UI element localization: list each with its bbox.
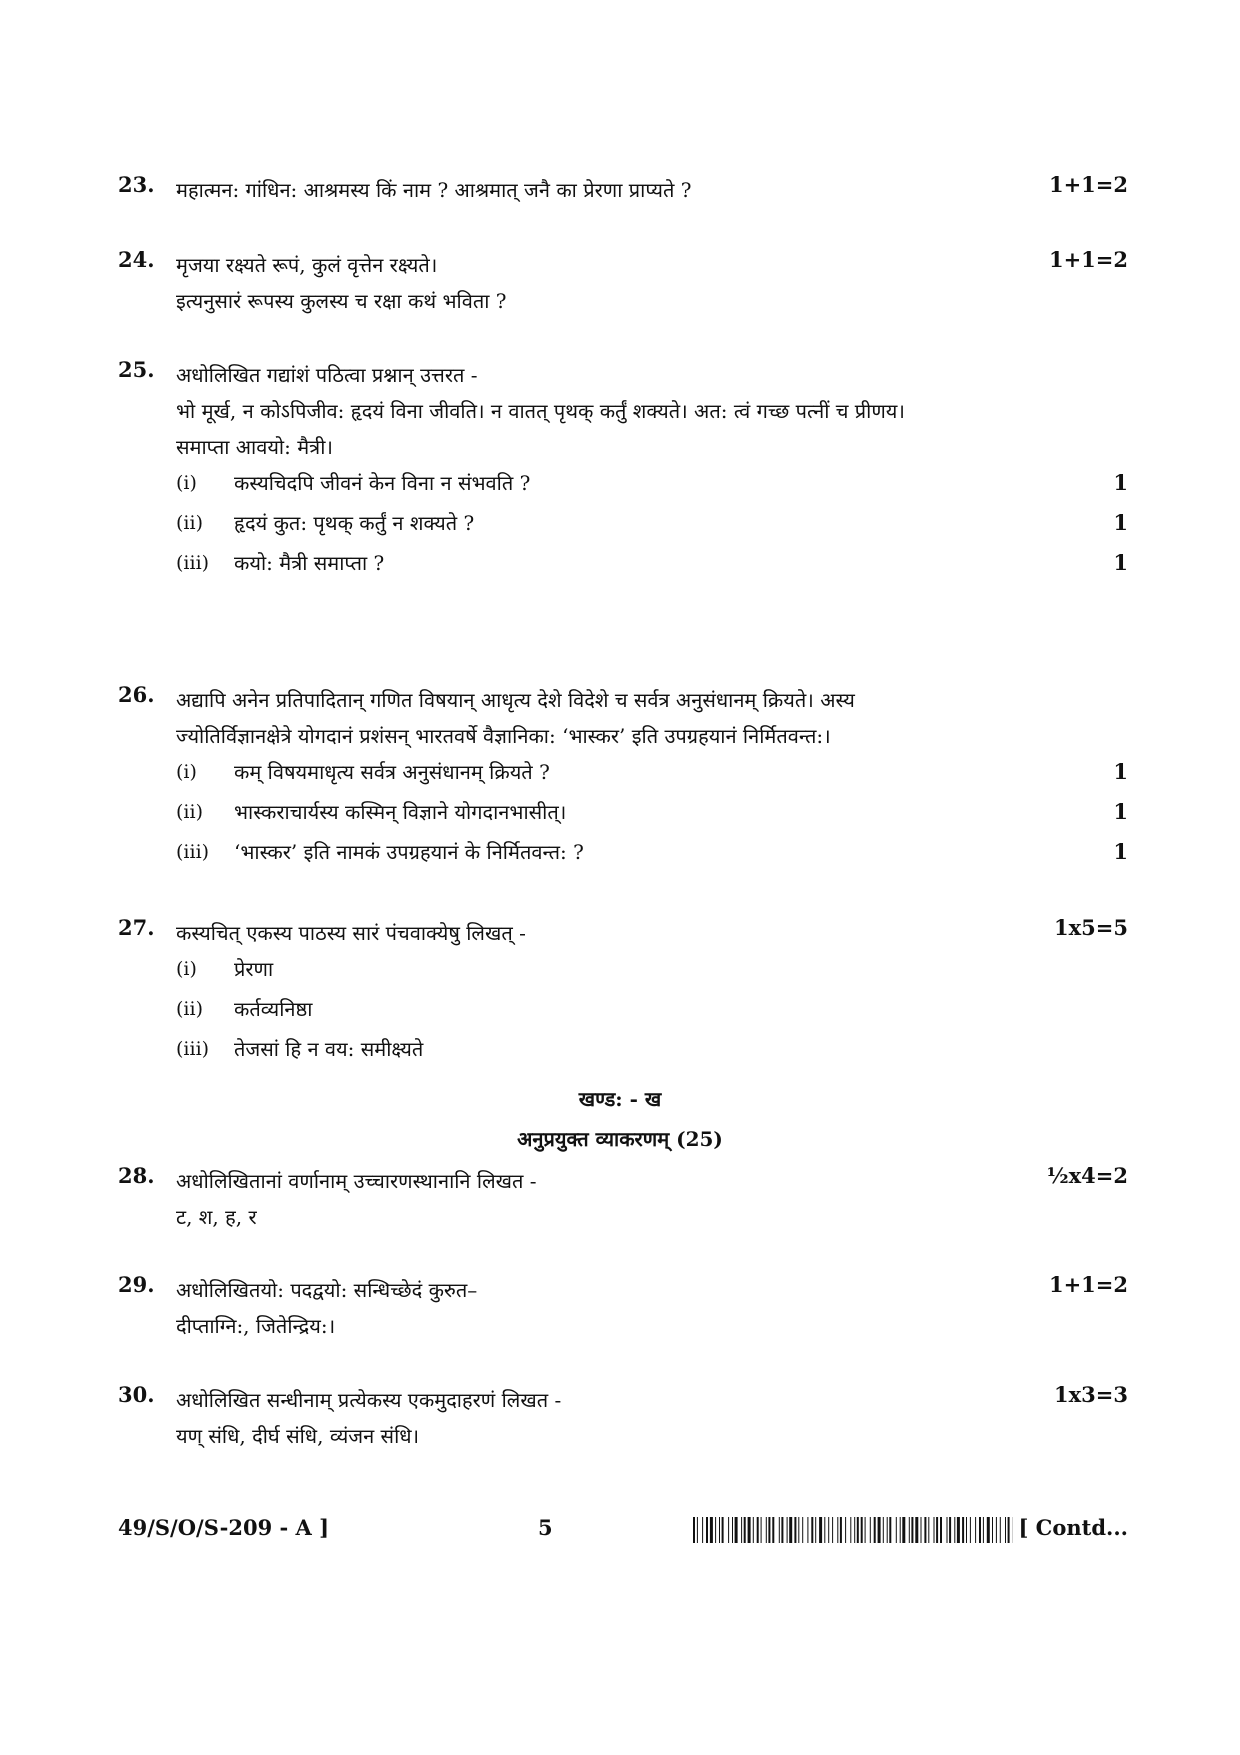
marks: 1 <box>1113 839 1128 864</box>
sub-question-number: (iii) <box>176 1038 210 1060</box>
barcode-bar <box>819 1517 822 1543</box>
question-30 <box>118 1382 1128 1462</box>
marks: 1 <box>1113 510 1128 535</box>
marks: 1 <box>1113 550 1128 575</box>
sub-question <box>176 794 1128 834</box>
question-number: 30. <box>118 1382 155 1407</box>
barcode-bar <box>828 1517 829 1543</box>
barcode-bar <box>957 1517 960 1543</box>
barcode-bar <box>840 1517 842 1543</box>
barcode-bar <box>748 1517 751 1543</box>
page-number: 5 <box>538 1515 553 1540</box>
marks: 1x5=5 <box>1054 915 1128 940</box>
barcode-bar <box>966 1517 967 1543</box>
barcode-bar <box>889 1517 891 1543</box>
section-subtitle: अनुप्रयुक्त व्याकरणम् (25) <box>517 1127 723 1151</box>
barcode-bar <box>928 1517 929 1543</box>
barcode <box>693 1517 1013 1543</box>
sub-question-text: कयो: मैत्री समाप्ता ? <box>234 551 385 575</box>
barcode-bar <box>735 1517 738 1543</box>
sub-question <box>176 505 1128 545</box>
sub-question-text: प्रेरणा <box>234 957 274 981</box>
marks: 1 <box>1113 799 1128 824</box>
question-28 <box>118 1163 1128 1243</box>
marks: ½x4=2 <box>1046 1163 1128 1188</box>
sub-question <box>176 545 1128 585</box>
sub-question <box>176 834 1128 874</box>
barcode-bar <box>722 1517 724 1543</box>
barcode-bar <box>768 1517 770 1543</box>
barcode-bar <box>996 1517 997 1543</box>
marks: 1+1=2 <box>1048 247 1128 272</box>
question-text: मृजया रक्ष्यते रूपं, कुलं वृत्तेन रक्ष्यते। <box>176 253 438 277</box>
sub-question-number: (i) <box>176 472 197 494</box>
question-text: महात्मन: गांधिन: आश्रमस्य किं नाम ? आश्रमात् जनै का प्रेरणा प्राप्यते ? <box>176 178 692 202</box>
barcode-bar <box>883 1517 884 1543</box>
question-instruction: कस्यचित् एकस्य पाठस्य सारं पंचवाक्येषु लिखत् - <box>176 921 526 945</box>
barcode-bar <box>861 1517 863 1543</box>
sub-question-text: भास्कराचार्यस्य कस्मिन् विज्ञाने योगदानभासीत्। <box>234 800 567 824</box>
barcode-bar <box>900 1517 901 1543</box>
barcode-bar <box>715 1517 716 1543</box>
barcode-bar <box>710 1517 713 1543</box>
page-footer <box>118 1515 1128 1555</box>
barcode-bar <box>854 1517 855 1543</box>
question-text: ट, श, ह, र <box>176 1205 257 1229</box>
sub-question-number: (i) <box>176 958 197 980</box>
barcode-bar <box>807 1517 808 1543</box>
question-24 <box>118 247 1128 327</box>
marks: 1x3=3 <box>1054 1382 1128 1407</box>
barcode-bar <box>878 1517 881 1543</box>
barcode-bar <box>921 1517 922 1543</box>
barcode-bar <box>954 1517 955 1543</box>
barcode-bar <box>811 1517 813 1543</box>
question-text: इत्यनुसारं रूपस्य कुलस्य च रक्षा कथं भविता ? <box>176 289 507 313</box>
barcode-bar <box>798 1517 799 1543</box>
barcode-bar <box>1005 1517 1006 1543</box>
barcode-bar <box>940 1517 942 1543</box>
sub-question-number: (iii) <box>176 552 210 574</box>
question-25 <box>118 357 1128 575</box>
barcode-bar <box>909 1517 910 1543</box>
barcode-bar <box>902 1517 905 1543</box>
barcode-bar <box>789 1517 792 1543</box>
question-text: दीप्ताग्नि:, जितेन्द्रिय:। <box>176 1314 336 1338</box>
sub-question-text: कस्यचिदपि जीवनं केन विना न संभवति ? <box>234 471 531 495</box>
marks: 1 <box>1113 759 1128 784</box>
barcode-bar <box>992 1517 993 1543</box>
question-number: 28. <box>118 1163 155 1188</box>
question-number: 26. <box>118 682 155 707</box>
marks: 1 <box>1113 470 1128 495</box>
sub-question <box>176 465 1128 505</box>
barcode-bar <box>779 1517 780 1543</box>
barcode-bar <box>936 1517 938 1543</box>
barcode-bar <box>702 1517 703 1543</box>
barcode-bar <box>915 1517 918 1543</box>
question-number: 23. <box>118 172 155 197</box>
sub-question-text: हृदयं कुत: पृथक् कर्तुं न शक्यते ? <box>234 511 475 535</box>
barcode-bar <box>924 1517 926 1543</box>
barcode-bar <box>874 1517 876 1543</box>
sub-question <box>176 951 1128 991</box>
sub-question-number: (ii) <box>176 512 203 534</box>
sub-question-number: (ii) <box>176 998 203 1020</box>
barcode-bar <box>934 1517 935 1543</box>
barcode-bar <box>719 1517 720 1543</box>
question-number: 29. <box>118 1272 155 1297</box>
barcode-bar <box>837 1517 838 1543</box>
question-text: यण् संधि, दीर्घ संधि, व्यंजन संधि। <box>176 1424 420 1448</box>
barcode-bar <box>857 1517 859 1543</box>
passage-line: भो मूर्ख, न कोऽपिजीव: हृदयं विना जीवति। न वातत् पृथक् कर्तुं शक्यते। अत: त्वं गच्छ पत्नीं च प्रीणय। <box>176 399 905 423</box>
question-29 <box>118 1272 1128 1352</box>
question-text: अधोलिखितानां वर्णानाम् उच्चारणस्थानानि लिखत - <box>176 1169 537 1193</box>
barcode-bar <box>962 1517 964 1543</box>
barcode-bar <box>794 1517 796 1543</box>
barcode-bar <box>787 1517 788 1543</box>
passage-line: समाप्ता आवयो: मैत्री। <box>176 435 333 459</box>
barcode-bar <box>887 1517 888 1543</box>
barcode-bar <box>949 1517 951 1543</box>
paper-code: 49/S/O/S-209 - A ] <box>118 1515 330 1540</box>
barcode-bar <box>728 1517 729 1543</box>
question-number: 25. <box>118 357 155 382</box>
sub-question-number: (i) <box>176 761 197 783</box>
sub-question-text: तेजसां हि न वय: समीक्ष्यते <box>234 1037 424 1061</box>
barcode-bar <box>693 1517 695 1543</box>
question-27 <box>118 915 1128 1075</box>
barcode-bar <box>761 1517 762 1543</box>
continued-label: [ Contd... <box>1018 1515 1128 1540</box>
passage-line: अद्यापि अनेन प्रतिपादितान् गणित विषयान् आधृत्य देशे विदेशे च सर्वत्र अनुसंधानम् क्रियते। अस्य <box>176 688 855 712</box>
question-instruction: अधोलिखित गद्यांशं पठित्वा प्रश्नान् उत्तरत - <box>176 363 478 387</box>
barcode-bar <box>753 1517 754 1543</box>
barcode-bar <box>757 1517 759 1543</box>
sub-question-text: ‘भास्कर’ इति नामकं उपग्रहयानं के निर्मितवन्त: ? <box>234 840 584 864</box>
barcode-bar <box>706 1517 708 1543</box>
passage-line: ज्योतिर्विज्ञानक्षेत्रे योगदानं प्रशंसन् भारतवर्षे वैज्ञानिका: ‘भास्कर’ इति उपग्रहयानं निर्मितवन्त:। <box>176 724 831 748</box>
sub-question-number: (iii) <box>176 841 210 863</box>
barcode-bar <box>865 1517 866 1543</box>
barcode-bar <box>766 1517 767 1543</box>
barcode-bar <box>1000 1517 1001 1543</box>
barcode-bar <box>697 1517 698 1543</box>
question-text: अधोलिखित सन्धीनाम् प्रत्येकस्य एकमुदाहरणं लिखत - <box>176 1388 562 1412</box>
sub-question-text: कम् विषयमाधृत्य सर्वत्र अनुसंधानम् क्रियते ? <box>234 760 550 784</box>
question-26 <box>118 682 1128 882</box>
barcode-bar <box>987 1517 990 1543</box>
marks: 1+1=2 <box>1048 1272 1128 1297</box>
barcode-bar <box>979 1517 981 1543</box>
sub-question-text: कर्तव्यनिष्ठा <box>234 997 313 1021</box>
marks: 1+1=2 <box>1048 172 1128 197</box>
barcode-bar <box>732 1517 733 1543</box>
barcode-bar <box>983 1517 984 1543</box>
question-23 <box>118 172 1128 212</box>
barcode-bar <box>781 1517 783 1543</box>
question-number: 27. <box>118 915 155 940</box>
barcode-bar <box>1008 1517 1010 1543</box>
sub-question <box>176 754 1128 794</box>
barcode-bar <box>947 1517 948 1543</box>
barcode-bar <box>741 1517 742 1543</box>
barcode-bar <box>802 1517 803 1543</box>
barcode-bar <box>975 1517 976 1543</box>
question-text: अधोलिखितयो: पदद्वयो: सन्धिच्छेदं कुरुत– <box>176 1278 478 1302</box>
section-title: खण्ड: - ख <box>578 1087 662 1111</box>
barcode-bar <box>870 1517 871 1543</box>
sub-question-number: (ii) <box>176 801 203 823</box>
barcode-bar <box>815 1517 816 1543</box>
question-number: 24. <box>118 247 155 272</box>
sub-question <box>176 991 1128 1031</box>
barcode-bar <box>772 1517 774 1543</box>
barcode-bar <box>850 1517 851 1543</box>
barcode-bar <box>845 1517 846 1543</box>
barcode-bar <box>896 1517 897 1543</box>
barcode-bar <box>832 1517 833 1543</box>
barcode-bar <box>744 1517 746 1543</box>
barcode-bar <box>911 1517 913 1543</box>
barcode-bar <box>970 1517 971 1543</box>
barcode-bar <box>824 1517 825 1543</box>
sub-question <box>176 1031 1128 1071</box>
